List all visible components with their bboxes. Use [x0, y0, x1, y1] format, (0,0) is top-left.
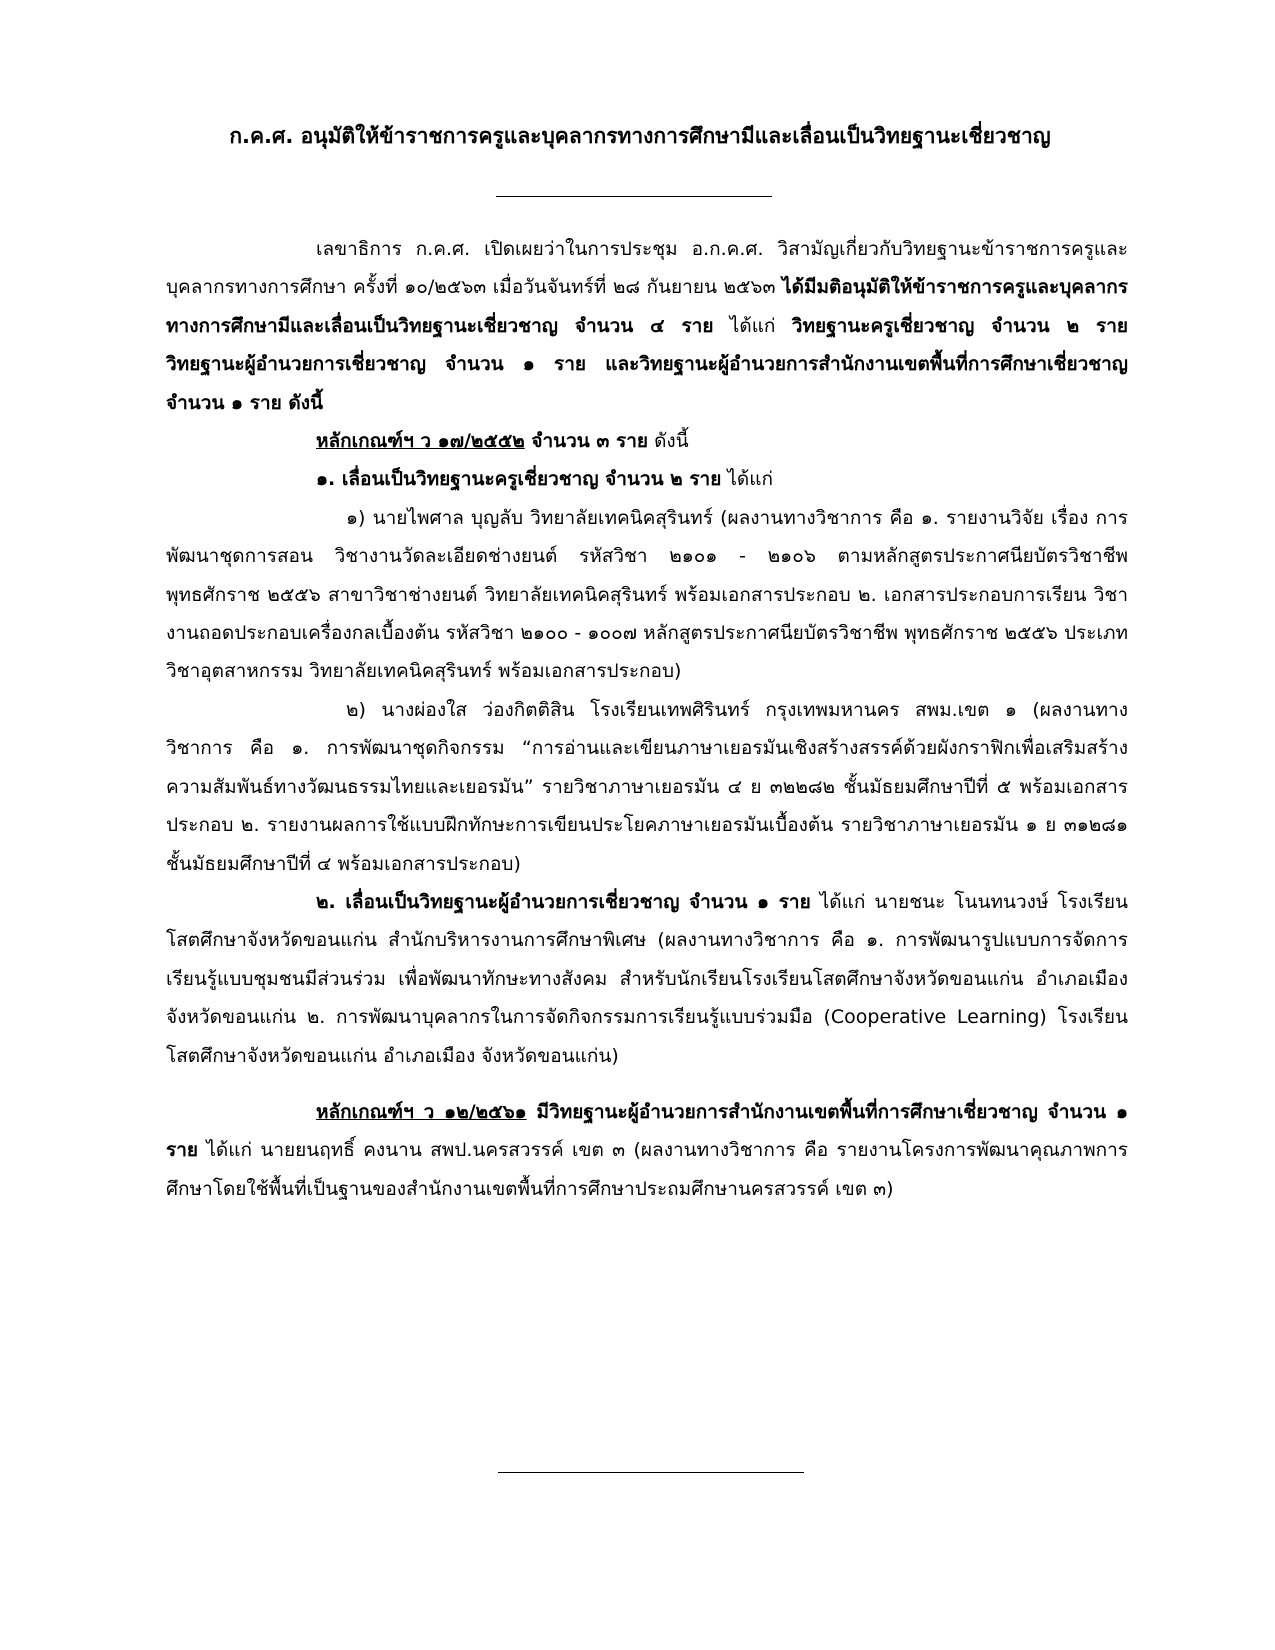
criteria1-count: จำนวน ๓ ราย: [524, 430, 649, 453]
section1-item1: ๑) นายไพศาล บุญลับ วิทยาลัยเทคนิคสุรินทร์ (ผลงานทางวิชาการ คือ ๑. รายงานวิจัย เรื่อง การพัฒนาชุดการสอน วิชางานวัดละเอียดช่างยนต์ รหัสวิชา ๒๑๐๑ - ๒๑๐๖ ตามหลักสูตรประกาศนียบัตรวิชาชีพ พุทธศักราช ๒๕๕๖ สาขาวิชาช่างยนต์ วิทยาลัยเทคนิคสุรินทร์ พร้อมเอกสารประกอบ ๒. เอกสารประกอบการเรียน วิชางานถอดประกอบเครื่องกลเบื้องต้น รหัสวิชา ๒๑๐๐ - ๑๐๐๗ หลักสูตรประกาศนียบัตรวิชาชีพ พุทธศักราช ๒๕๕๖ ประเภทวิชาอุตสาหกรรม วิทยาลัยเทคนิคสุรินทร์ พร้อมเอกสารประกอบ): [166, 506, 1128, 683]
intro-text-2: ได้แก่: [713, 314, 792, 337]
page-title: ก.ค.ศ. อนุมัติให้ข้าราชการครูและบุคลากรทางการศึกษามีและเลื่อนเป็นวิทยฐานะเชี่ยวชาญ: [229, 124, 1051, 148]
criteria1-ref: หลักเกณฑ์ฯ ว ๑๗/๒๕๕๒: [316, 430, 525, 453]
intro-bold-2: วิทยฐานะครูเชี่ยวชาญ จำนวน ๒ ราย วิทยฐานะผู้อำนวยการเชี่ยวชาญ จำนวน ๑ ราย และวิทยฐานะผู้อำนวยการสำนักงานเขตพื้นที่การศึกษาเชี่ยวชาญ จำนวน ๑ ราย ดังนี้: [166, 314, 1128, 414]
section2-text: ได้แก่ นายชนะ โนนทนวงษ์ โรงเรียนโสตศึกษาจังหวัดขอนแก่น สำนักบริหารงานการศึกษาพิเศษ (ผลงานทางวิชาการ คือ ๑. การพัฒนารูปแบบการจัดการเรียนรู้แบบชุมชนมีส่วนร่วม เพื่อพัฒนาทักษะทางสังคม สำหรับนักเรียนโรงเรียนโสตศึกษาจังหวัดขอนแก่น อำเภอเมือง จังหวัดขอนแก่น ๒. การพัฒนาบุคลากรในการจัดกิจกรรมการเรียนรู้แบบร่วมมือ (Cooperative Learning) โรงเรียนโสตศึกษาจังหวัดขอนแก่น อำเภอเมือง จังหวัดขอนแก่น): [166, 890, 1128, 1067]
section2-heading: ๒. เลื่อนเป็นวิทยฐานะผู้อำนวยการเชี่ยวชาญ จำนวน ๑ ราย: [316, 890, 811, 913]
criteria1-heading: [166, 422, 1128, 460]
criteria2-text: ได้แก่ นายยนฤทธิ์ คงนาน สพป.นครสวรรค์ เขต ๓ (ผลงานทางวิชาการ คือ รายงานโครงการพัฒนาคุณภาพการศึกษาโดยใช้พื้นที่เป็นฐานของสำนักงานเขตพื้นที่การศึกษาประถมศึกษานครสวรรค์ เขต ๓): [166, 1139, 1128, 1200]
section2-paragraph: [166, 883, 1128, 1075]
criteria2-bold: มีวิทยฐานะผู้อำนวยการสำนักงานเขตพื้นที่การศึกษาเชี่ยวชาญ จำนวน ๑ ราย: [166, 1100, 1128, 1162]
intro-text-1: เลขาธิการ ก.ค.ศ. เปิดเผยว่าในการประชุม อ.ก.ค.ศ. วิสามัญเกี่ยวกับวิทยฐานะข้าราชการครูและบุคลากรทางการศึกษา ครั้งที่ ๑๐/๒๕๖๓ เมื่อวันจันทร์ที่ ๒๘ กันยายน ๒๕๖๓: [166, 238, 1128, 299]
title-divider: [496, 196, 772, 197]
criteria2-ref: หลักเกณฑ์ฯ ว ๑๒/๒๕๖๑: [316, 1100, 527, 1123]
section1-heading-text: ๑. เลื่อนเป็นวิทยฐานะครูเชี่ยวชาญ จำนวน ๒ ราย: [316, 468, 722, 491]
section1-heading-tail: ได้แก่: [721, 468, 774, 491]
section1-heading: [166, 460, 1128, 498]
intro-bold-1: ได้มีมติอนุมัติให้ข้าราชการครูและบุคลากรทางการศึกษามีและเลื่อนเป็นวิทยฐานะเชี่ยวชาญ จำนวน ๔ ราย: [166, 276, 1128, 337]
document-body: [166, 230, 1128, 1208]
criteria2-paragraph: [166, 1093, 1128, 1208]
intro-paragraph: [166, 230, 1128, 422]
end-divider: [498, 1472, 804, 1473]
criteria1-tail: ดังนี้: [648, 430, 689, 453]
section1-item2: ๒) นางผ่องใส ว่องกิตติสิน โรงเรียนเทพศิรินทร์ กรุงเทพมหานคร สพม.เขต ๑ (ผลงานทางวิชาการ คือ ๑. การพัฒนาชุดกิจกรรม “การอ่านและเขียนภาษาเยอรมันเชิงสร้างสรรค์ด้วยผังกราฟิกเพื่อเสริมสร้างความสัมพันธ์ทางวัฒนธรรมไทยและเยอรมัน” รายวิชาภาษาเยอรมัน ๔ ย ๓๒๒๘๒ ชั้นมัธยมศึกษาปีที่ ๕ พร้อมเอกสารประกอบ ๒. รายงานผลการใช้แบบฝึกทักษะการเขียนประโยคภาษาเยอรมันเบื้องต้น รายวิชาภาษาเยอรมัน ๑ ย ๓๑๒๘๑ ชั้นมัธยมศึกษาปีที่ ๔ พร้อมเอกสารประกอบ): [166, 698, 1128, 875]
